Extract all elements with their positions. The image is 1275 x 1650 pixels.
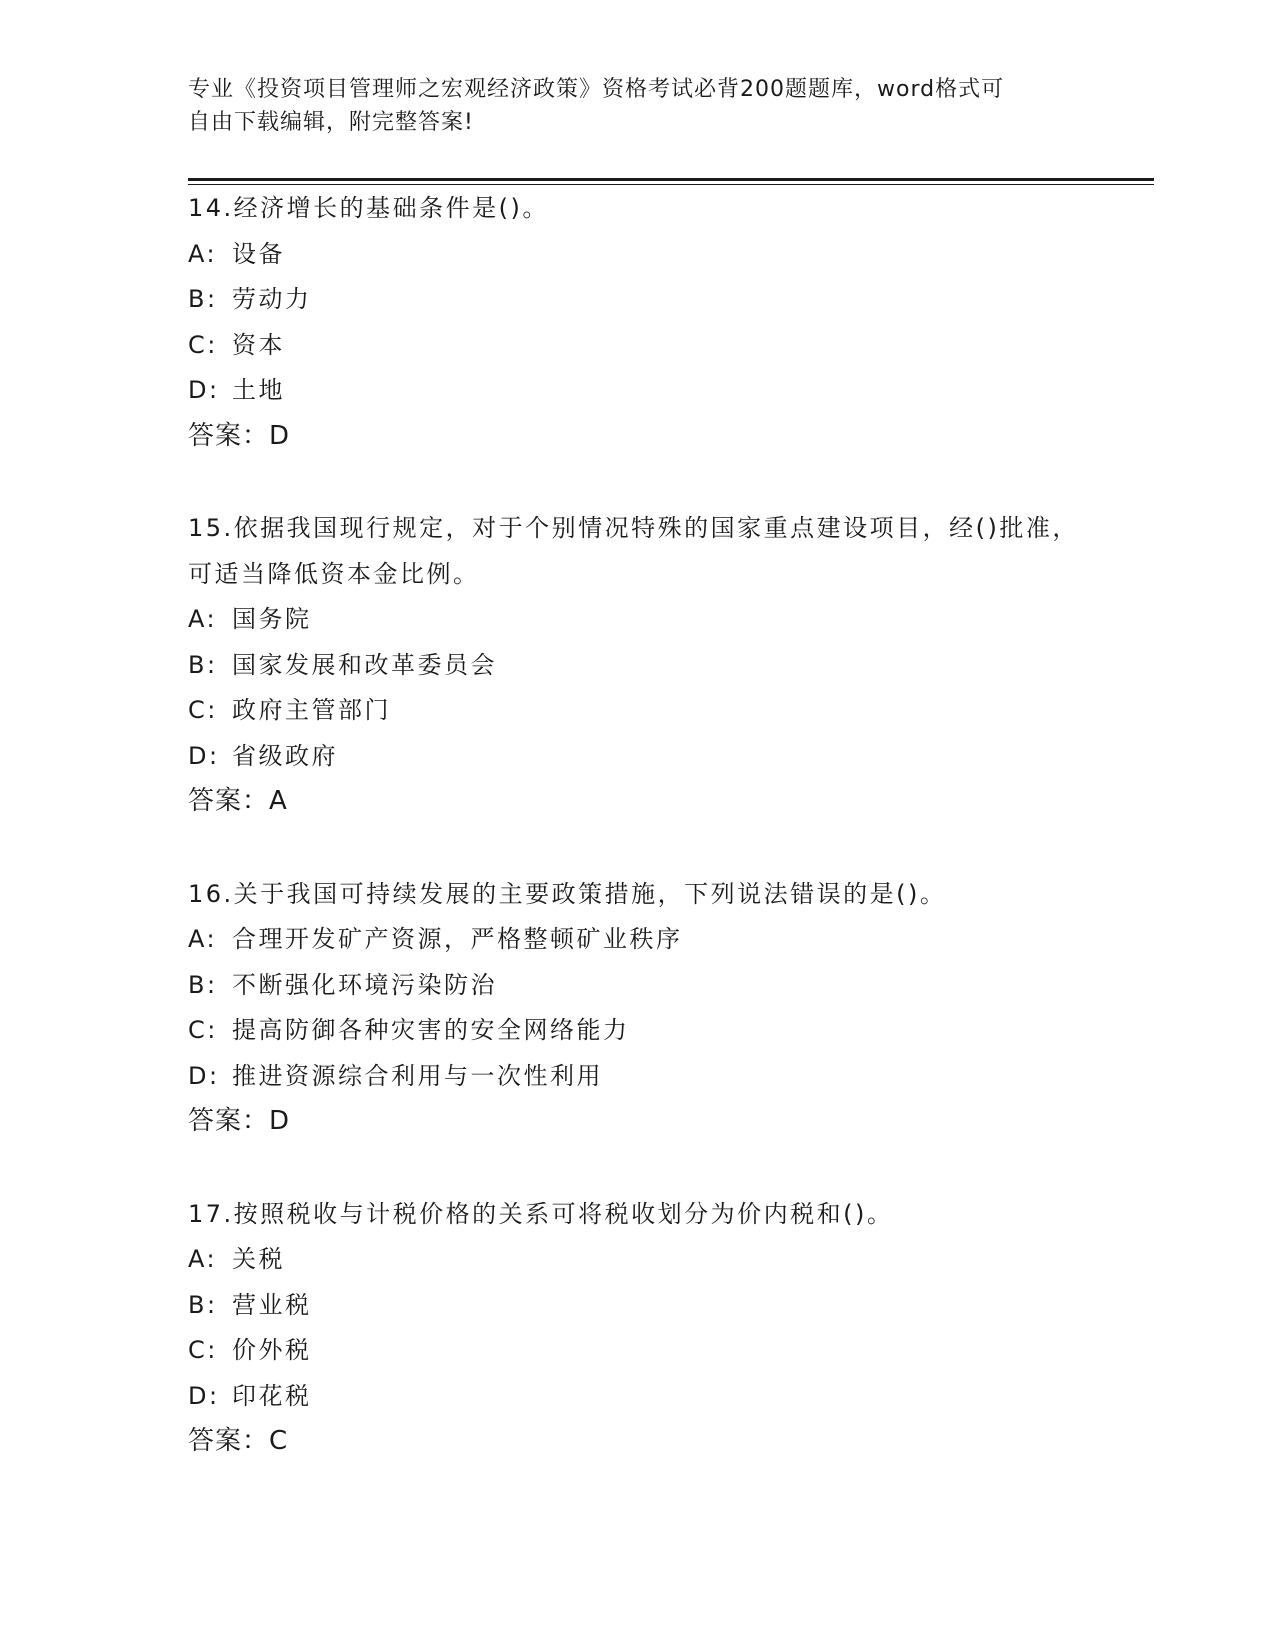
option-c — [188, 1328, 1088, 1374]
option-key: D: — [188, 741, 220, 770]
option-text: 关税 — [232, 1245, 285, 1273]
header-line-1: 专业《投资项目管理师之宏观经济政策》资格考试必背200题题库，word格式可 — [188, 77, 1005, 102]
option-key: C: — [188, 1336, 218, 1364]
question-17 — [188, 1192, 1088, 1465]
answer-line — [188, 1419, 1088, 1465]
option-text: 设备 — [232, 239, 285, 268]
option-key: B: — [188, 1290, 218, 1319]
option-key: B: — [188, 650, 218, 679]
option-a — [188, 1237, 1088, 1283]
answer-line — [188, 414, 1088, 460]
answer-line — [188, 1099, 1088, 1145]
question-15 — [188, 506, 1088, 825]
option-d — [188, 368, 1088, 414]
option-key: C: — [188, 696, 218, 724]
answer-value: D — [269, 420, 291, 451]
option-key: D: — [188, 376, 220, 404]
option-text: 国家发展和改革委员会 — [232, 650, 497, 679]
option-text: 政府主管部门 — [232, 696, 391, 724]
option-b — [188, 963, 1088, 1009]
option-text: 土地 — [232, 376, 285, 404]
option-c — [188, 1008, 1088, 1054]
option-key: D: — [188, 1061, 220, 1090]
option-c — [188, 688, 1088, 734]
option-d — [188, 734, 1088, 780]
question-stem: 17.按照税收与计税价格的关系可将税收划分为价内税和()。 — [188, 1199, 894, 1228]
option-text: 合理开发矿产资源，严格整顿矿业秩序 — [232, 925, 683, 953]
option-text: 不断强化环境污染防治 — [232, 970, 497, 999]
question-stem: 15.依据我国现行规定，对于个别情况特殊的国家重点建设项目，经()批准，可适当降低资本金比例。 — [188, 514, 1079, 588]
option-text: 营业税 — [232, 1290, 312, 1319]
option-d — [188, 1374, 1088, 1420]
option-a — [188, 917, 1088, 963]
option-d — [188, 1054, 1088, 1100]
option-text: 价外税 — [232, 1336, 312, 1364]
option-key: C: — [188, 1016, 218, 1044]
answer-label: 答案： — [188, 420, 270, 451]
option-key: D: — [188, 1381, 220, 1410]
option-c — [188, 323, 1088, 369]
option-text: 省级政府 — [232, 741, 338, 770]
document-header — [188, 73, 1088, 139]
answer-value: A — [269, 786, 288, 816]
question-stem: 16.关于我国可持续发展的主要政策措施，下列说法错误的是()。 — [188, 879, 947, 908]
option-key: B: — [188, 970, 218, 999]
option-b — [188, 643, 1088, 689]
option-key: A: — [188, 239, 218, 268]
answer-line — [188, 779, 1088, 825]
option-text: 资本 — [232, 330, 285, 359]
option-key: A: — [188, 925, 218, 953]
answer-label: 答案： — [188, 786, 270, 816]
answer-value: D — [269, 1106, 291, 1136]
option-a — [188, 232, 1088, 278]
question-stem: 14.经济增长的基础条件是()。 — [188, 194, 549, 222]
option-text: 推进资源综合利用与一次性利用 — [232, 1061, 603, 1090]
question-16 — [188, 872, 1088, 1145]
option-text: 劳动力 — [232, 285, 312, 313]
answer-label: 答案： — [188, 1106, 270, 1136]
option-a — [188, 597, 1088, 643]
answer-label: 答案： — [188, 1426, 270, 1456]
option-key: A: — [188, 1245, 218, 1273]
option-key: C: — [188, 330, 218, 359]
answer-value: C — [269, 1426, 289, 1456]
header-line-2: 自由下载编辑，附完整答案! — [188, 110, 474, 135]
question-14 — [188, 186, 1088, 459]
option-b — [188, 1283, 1088, 1329]
option-b — [188, 277, 1088, 323]
option-text: 印花税 — [232, 1381, 312, 1410]
question-list — [188, 186, 1088, 1512]
option-key: A: — [188, 605, 218, 633]
option-key: B: — [188, 285, 218, 313]
option-text: 国务院 — [232, 605, 312, 633]
header-divider — [188, 178, 1154, 185]
option-text: 提高防御各种灾害的安全网络能力 — [232, 1016, 630, 1044]
